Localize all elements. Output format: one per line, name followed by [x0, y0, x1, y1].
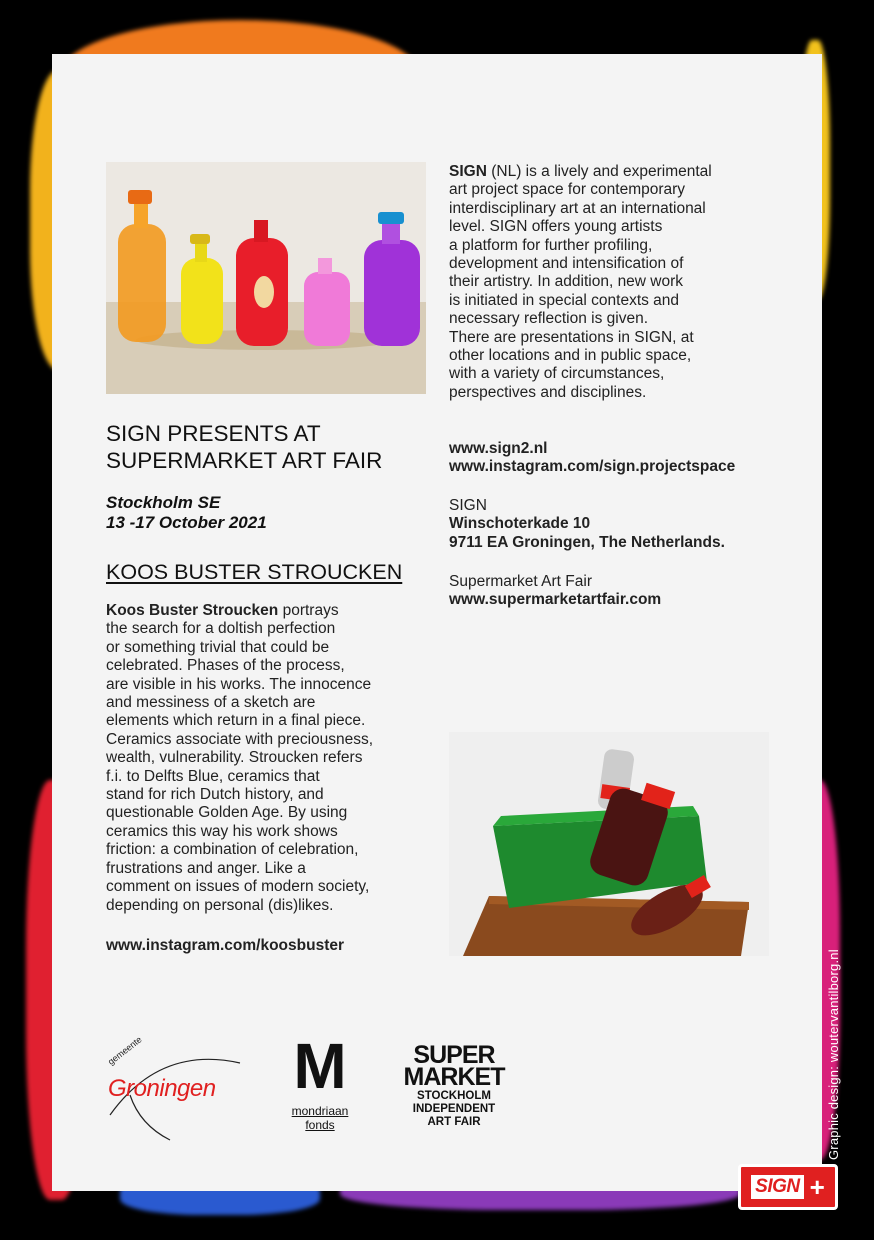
intro-line: a platform for further profiling, [449, 236, 653, 254]
bio-line: questionable Golden Age. By using [106, 804, 348, 822]
intro-line: interdisciplinary art at an international [449, 199, 706, 217]
bio-line: wealth, vulnerability. Stroucken refers [106, 749, 363, 767]
bio-line: the search for a doltish perfection [106, 620, 336, 638]
sign-plus-badge [738, 1164, 838, 1210]
bio-line: friction: a combination of celebration, [106, 841, 359, 859]
supermarket-logo [396, 1041, 512, 1129]
bio-line: f.i. to Delfts Blue, ceramics that [106, 767, 320, 785]
graphic-design-credit: Graphic design: woutervantilborg.nl [826, 949, 841, 1160]
intro-line: necessary reflection is given. [449, 310, 649, 328]
mondriaan-fonds-logo [284, 1030, 356, 1144]
artist-instagram-link[interactable]: www.instagram.com/koosbuster [106, 937, 345, 954]
fair-info [449, 573, 661, 610]
sign-intro [449, 163, 789, 402]
bio-line: elements which return in a final piece. [106, 712, 366, 730]
artist-bio [106, 602, 436, 915]
bio-line: ceramics this way his work shows [106, 822, 338, 840]
bio-line: are visible in his works. The innocence [106, 675, 372, 693]
sign-badge-text: SIGN [751, 1175, 803, 1199]
intro-line: development and intensification of [449, 255, 684, 273]
supermarket-line4: INDEPENDENT [412, 1103, 496, 1115]
artist-bio-name: Koos Buster Stroucken [106, 602, 279, 619]
bio-line: frustrations and anger. Like a [106, 859, 306, 877]
address-name: SIGN [449, 497, 487, 514]
intro-line: other locations and in public space, [449, 347, 692, 365]
bio-line: or something trivial that could be [106, 638, 330, 656]
bio-line: Ceramics associate with preciousness, [106, 730, 374, 748]
artist-bio-first-line: Koos Buster Stroucken portrays [106, 602, 339, 619]
sign-website-link[interactable]: www.sign2.nl [449, 440, 548, 457]
sign-badge-plus: + [809, 1172, 825, 1202]
bio-line: celebrated. Phases of the process, [106, 657, 345, 675]
groningen-small-text: gemeente [106, 1034, 144, 1067]
artist-name-heading: KOOS BUSTER STROUCKEN [106, 560, 403, 584]
mondriaan-line1: mondriaan [291, 1104, 349, 1118]
supermarket-line2: MARKET [403, 1063, 505, 1091]
sign-instagram-link[interactable]: www.instagram.com/sign.projectspace [449, 458, 736, 476]
photo-glass-bottles [106, 162, 426, 394]
sign-links [449, 440, 735, 477]
main-heading [106, 420, 382, 474]
fair-url-link[interactable]: www.supermarketartfair.com [449, 591, 662, 609]
intro-line: art project space for contemporary [449, 181, 686, 199]
intro-line: level. SIGN offers young artists [449, 218, 663, 236]
main-heading-line1: SIGN PRESENTS AT [106, 421, 321, 446]
main-heading-line2: SUPERMARKET ART FAIR [106, 448, 383, 473]
address-city: 9711 EA Groningen, The Netherlands. [449, 533, 725, 551]
address-street: Winschoterkade 10 [449, 515, 591, 533]
sign-intro-first-line: SIGN (NL) is a lively and experimental [449, 163, 712, 180]
groningen-wordmark: Groningen [108, 1075, 216, 1102]
bio-line: stand for rich Dutch history, and [106, 786, 324, 804]
groningen-logo [100, 1034, 260, 1145]
sign-address [449, 497, 725, 552]
sign-intro-name: SIGN [449, 163, 487, 180]
mondriaan-line2: fonds [305, 1118, 335, 1132]
supermarket-line3: STOCKHOLM [417, 1090, 491, 1102]
intro-line: with a variety of circumstances, [449, 365, 665, 383]
bio-line: comment on issues of modern society, [106, 878, 370, 896]
intro-line: perspectives and disciplines. [449, 383, 647, 401]
event-dates: 13 -17 October 2021 [106, 513, 267, 532]
event-location: Stockholm SE [106, 493, 221, 512]
event-info [106, 493, 267, 533]
fair-label: Supermarket Art Fair [449, 573, 592, 590]
bio-line: and messiness of a sketch are [106, 694, 316, 712]
intro-line: is initiated in special contexts and [449, 291, 680, 309]
supermarket-line5: ART FAIR [427, 1116, 481, 1128]
bio-line: depending on personal (dis)likes. [106, 896, 334, 914]
intro-line: their artistry. In addition, new work [449, 273, 684, 291]
photo-green-crate [449, 732, 769, 956]
intro-line: There are presentations in SIGN, at [449, 328, 694, 346]
supermarket-line1: SUPER [413, 1041, 495, 1069]
mondriaan-letter: M [293, 1030, 347, 1102]
